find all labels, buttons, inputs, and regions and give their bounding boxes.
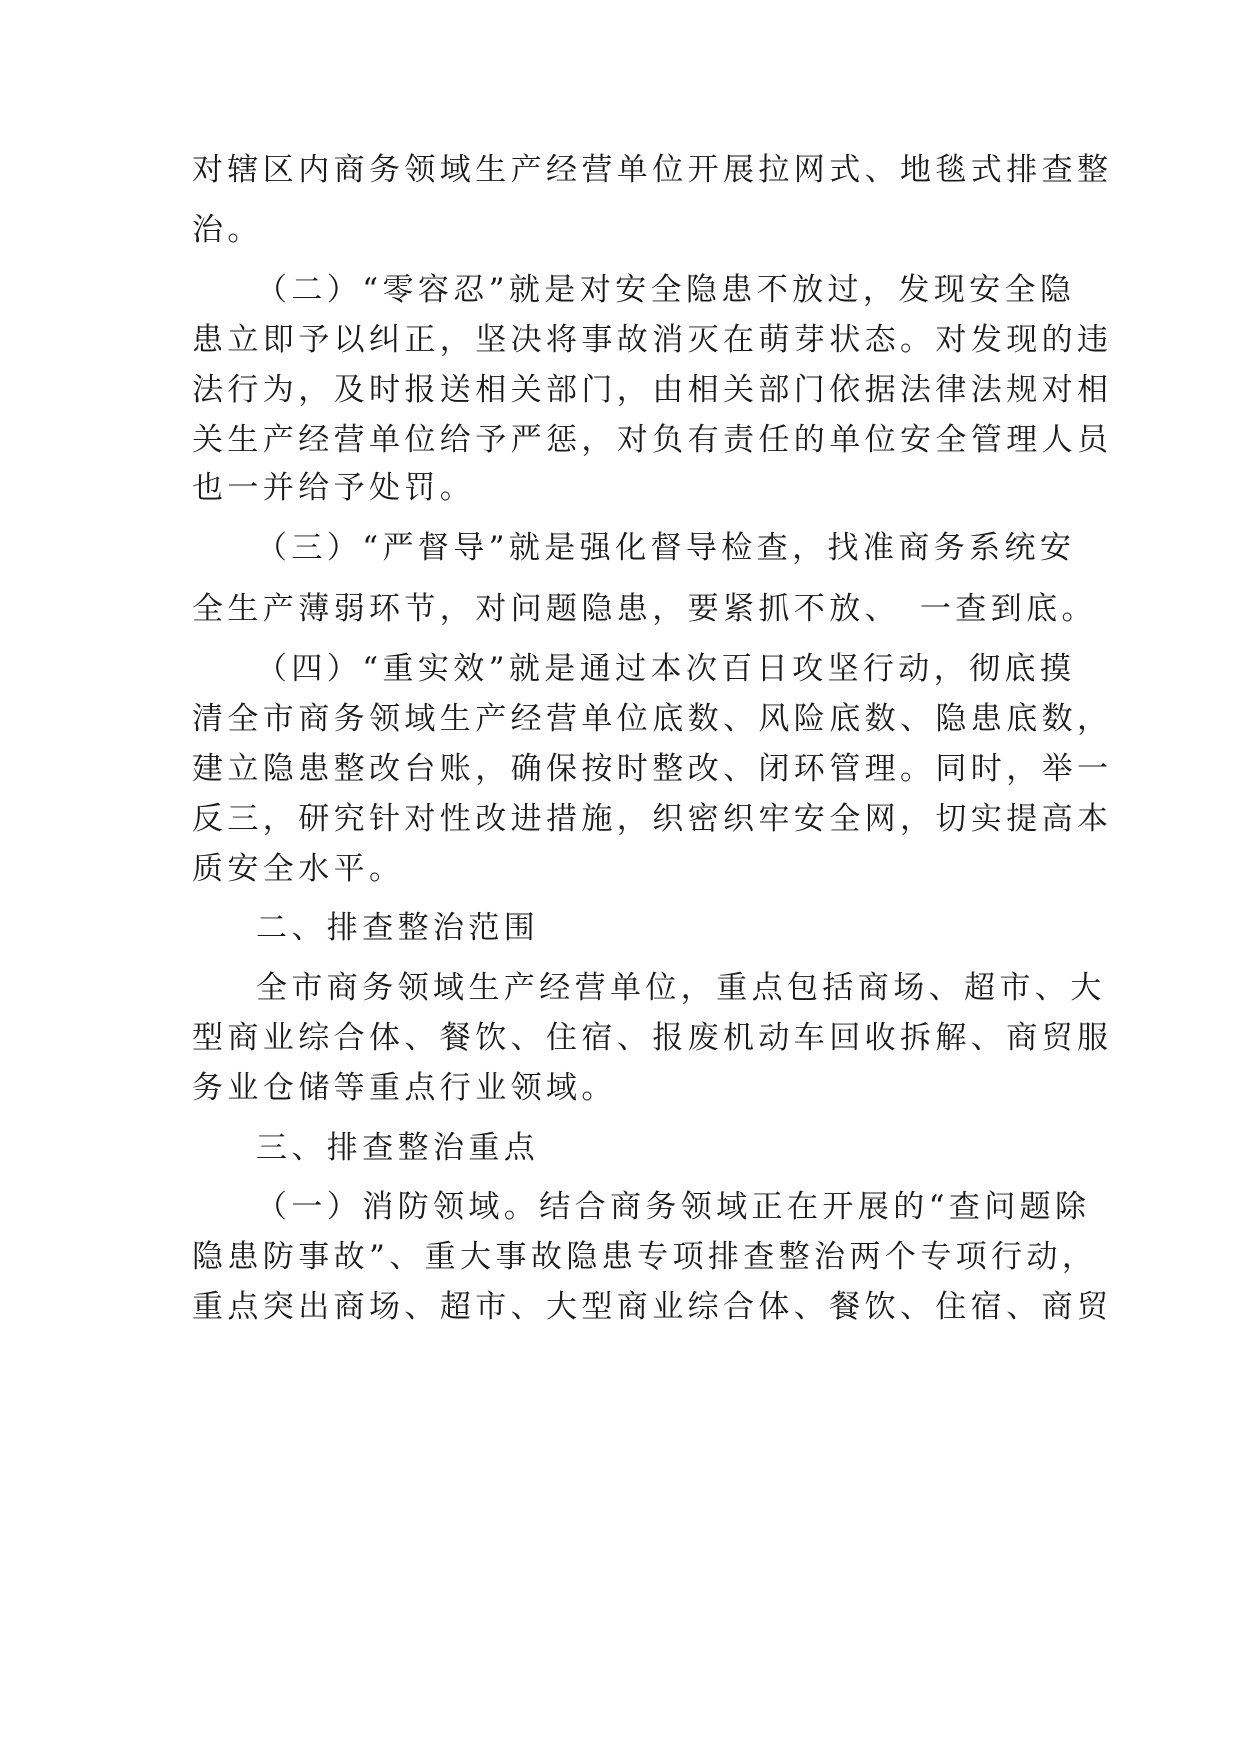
text-line: 全生产薄弱环节，对问题隐患，要紧抓不放、 一查到底。 (192, 591, 1097, 627)
text-line: 型商业综合体、餐饮、住宿、报废机动车回收拆解、商贸服 (192, 1020, 1113, 1056)
text-line: （四）“重实效”就是通过本次百日攻坚行动，彻底摸 (256, 651, 1076, 687)
text-line: 关生产经营单位给予严惩，对负有责任的单位安全管理人员 (192, 422, 1113, 458)
section-heading: 三、排查整治重点 (256, 1130, 540, 1166)
text-line: 全市商务领域生产经营单位，重点包括商场、超市、大 (256, 970, 1106, 1006)
text-line: 反三，研究针对性改进措施，织密织牢安全网，切实提高本 (192, 801, 1113, 837)
text-line: 也一并给予处罚。 (192, 470, 476, 506)
text-line: 重点突出商场、超市、大型商业综合体、餐饮、住宿、商贸 (192, 1289, 1113, 1325)
text-line: 隐患防事故”、重大事故隐患专项排查整治两个专项行动， (192, 1239, 1098, 1275)
text-line: 务业仓储等重点行业领域。 (192, 1070, 617, 1106)
text-line: 建立隐患整改台账，确保按时整改、闭环管理。同时，举一 (192, 751, 1113, 787)
text-line: 质安全水平。 (192, 851, 405, 887)
text-line: 法行为，及时报送相关部门，由相关部门依据法律法规对相 (192, 372, 1113, 408)
text-line: （二）“零容忍”就是对安全隐患不放过，发现安全隐 (256, 272, 1076, 308)
text-line: 患立即予以纠正，坚决将事故消灭在萌芽状态。对发现的违 (192, 322, 1113, 358)
text-line: 清全市商务领域生产经营单位底数、风险底数、隐患底数， (192, 701, 1113, 737)
text-line: （三）“严督导”就是强化督导检查，找准商务系统安 (256, 530, 1076, 566)
text-line: （一）消防领域。结合商务领域正在开展的“查问题除 (256, 1189, 1091, 1225)
section-heading: 二、排查整治范围 (256, 910, 540, 946)
text-line: 治。 (192, 212, 263, 248)
text-line: 对辖区内商务领域生产经营单位开展拉网式、地毯式排查整 (192, 152, 1113, 188)
